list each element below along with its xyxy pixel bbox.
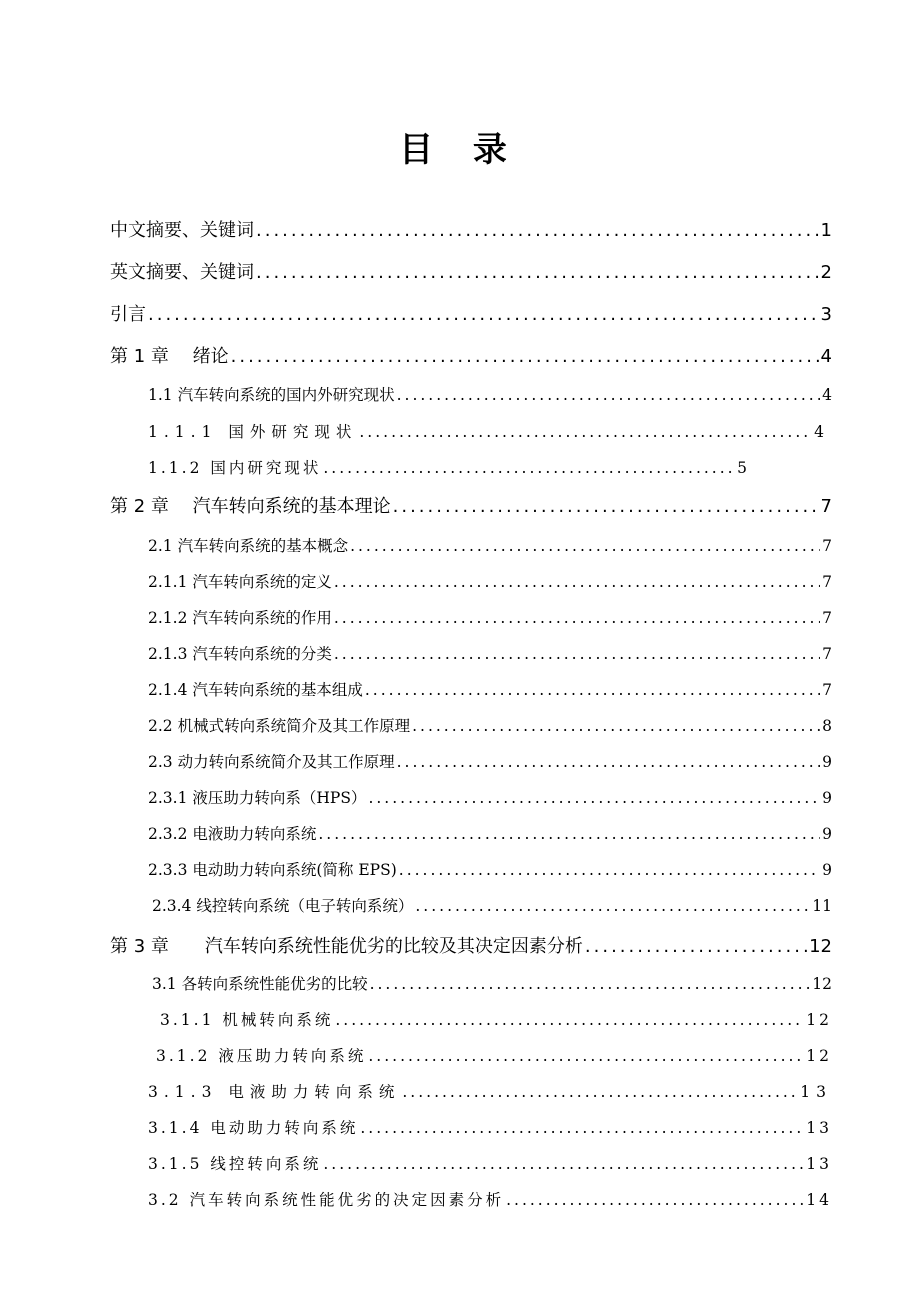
toc-entry[interactable]: [148, 1188, 832, 1210]
toc-entry[interactable]: [148, 570, 832, 592]
toc-entry[interactable]: [148, 383, 832, 405]
toc-entry[interactable]: [148, 606, 832, 628]
toc-entry-label: 英文摘要、关键词: [110, 262, 254, 283]
toc-leader: [585, 936, 807, 957]
toc-entry-page: 4: [814, 423, 830, 441]
toc-entry[interactable]: [148, 786, 832, 808]
toc-entry[interactable]: [148, 420, 830, 442]
toc-entry[interactable]: [148, 750, 832, 772]
toc-leader: [399, 861, 820, 879]
toc-entry-page: 7: [820, 496, 832, 517]
toc-entry-label: 2.3.4 线控转向系统（电子转向系统）: [152, 897, 414, 915]
toc-leader: [335, 1011, 804, 1029]
page-title: 目 录: [399, 130, 521, 170]
toc-entry-label: 2.2 机械式转向系统简介及其工作原理: [148, 717, 411, 735]
toc-entry[interactable]: [110, 932, 832, 958]
toc-entry[interactable]: [148, 678, 832, 700]
toc-entry-page: 12: [806, 1047, 832, 1065]
toc-entry-page: 4: [820, 346, 832, 367]
toc-entry-label: 第 1 章 绪论: [110, 346, 229, 367]
toc-entry-label: 3.1.2 液压助力转向系统: [156, 1047, 367, 1065]
toc-entry-page: 14: [806, 1191, 832, 1209]
toc-entry[interactable]: [148, 822, 832, 844]
toc-leader: [412, 717, 820, 735]
toc-entry-label: 引言: [110, 304, 146, 325]
toc-entry-page: 9: [822, 753, 832, 771]
toc-leader: [397, 753, 821, 771]
toc-leader: [359, 423, 812, 441]
toc-entry[interactable]: [110, 300, 832, 326]
toc-entry-label: 3.1.3 电液助力转向系统: [148, 1083, 401, 1101]
toc-entry-page: 8: [822, 717, 832, 735]
toc-entry[interactable]: [152, 972, 832, 994]
toc-leader: [256, 220, 819, 241]
toc-entry-page: 12: [806, 1011, 832, 1029]
toc-entry[interactable]: [110, 216, 832, 242]
toc-entry[interactable]: [148, 642, 832, 664]
toc-entry-page: 7: [822, 573, 832, 591]
toc-entry[interactable]: [110, 342, 832, 368]
toc-entry-label: 3.2 汽车转向系统性能优劣的决定因素分析: [148, 1191, 505, 1209]
toc-leader: [393, 496, 819, 517]
toc-entry[interactable]: [148, 714, 832, 736]
toc-entry-label: 1.1.2 国内研究现状: [148, 459, 322, 477]
toc-entry-page: 13: [800, 1083, 832, 1101]
toc-entry-page: 13: [806, 1119, 832, 1137]
toc-entry-page: 7: [822, 681, 832, 699]
toc-leader: [148, 304, 819, 325]
toc-entry-label: 中文摘要、关键词: [110, 220, 254, 241]
toc-entry-page: 1: [820, 220, 832, 241]
toc-entry[interactable]: [148, 534, 832, 556]
toc-entry-page: 9: [822, 825, 832, 843]
toc-leader: [256, 262, 819, 283]
toc-leader: [365, 681, 820, 699]
toc-leader: [506, 1191, 804, 1209]
toc-entry-label: 3.1 各转向系统性能优劣的比较: [152, 975, 368, 993]
toc-leader: [334, 645, 820, 663]
toc-leader: [334, 573, 820, 591]
toc-leader: [415, 897, 810, 915]
toc-leader: [231, 346, 819, 367]
toc-entry[interactable]: [110, 258, 832, 284]
toc-entry-label: 第 3 章 汽车转向系统性能优劣的比较及其决定因素分析: [110, 936, 583, 957]
toc-leader: [334, 609, 820, 627]
toc-entry-label: 1.1 汽车转向系统的国内外研究现状: [148, 386, 395, 404]
toc-leader: [402, 1083, 798, 1101]
toc-entry-page: 13: [806, 1155, 832, 1173]
toc-entry-page: 7: [822, 609, 832, 627]
toc-entry-label: 3.1.4 电动助力转向系统: [148, 1119, 359, 1137]
toc-entry-label: 2.1.3 汽车转向系统的分类: [148, 645, 332, 663]
toc-entry[interactable]: [152, 894, 832, 916]
toc-entry-page: 7: [822, 537, 832, 555]
toc-entry-label: 2.3 动力转向系统简介及其工作原理: [148, 753, 395, 771]
toc-entry-page: 2: [820, 262, 832, 283]
toc-leader: [350, 537, 820, 555]
toc-entry-page: 12: [812, 975, 832, 993]
toc-leader: [318, 825, 820, 843]
toc-entry[interactable]: [160, 1008, 832, 1030]
toc-leader: [368, 789, 820, 807]
toc-leader: [323, 459, 735, 477]
toc-leader: [368, 1047, 804, 1065]
toc-leader: [370, 975, 811, 993]
toc-entry[interactable]: [148, 858, 832, 880]
toc-entry-label: 2.1.2 汽车转向系统的作用: [148, 609, 332, 627]
toc-entry-label: 2.3.3 电动助力转向系统(简称 EPS): [148, 861, 397, 879]
toc-leader: [360, 1119, 804, 1137]
toc-entry-page: 12: [809, 936, 832, 957]
toc-entry-label: 2.1 汽车转向系统的基本概念: [148, 537, 349, 555]
toc-entry[interactable]: [156, 1044, 832, 1066]
toc-entry[interactable]: [110, 492, 832, 518]
toc-entry-label: 1.1.1 国外研究现状: [148, 423, 358, 441]
toc-entry-page: 9: [822, 861, 832, 879]
toc-entry-page: 7: [822, 645, 832, 663]
toc-entry-page: 11: [812, 897, 832, 915]
toc-entry[interactable]: [148, 1152, 832, 1174]
toc-entry-label: 2.1.1 汽车转向系统的定义: [148, 573, 332, 591]
toc-entry-label: 2.3.1 液压助力转向系（HPS）: [148, 789, 367, 807]
toc-entry[interactable]: [148, 456, 750, 478]
toc-entry-label: 第 2 章 汽车转向系统的基本理论: [110, 496, 391, 517]
toc-entry[interactable]: [148, 1080, 832, 1102]
toc-entry-label: 2.1.4 汽车转向系统的基本组成: [148, 681, 363, 699]
toc-entry-label: 3.1.5 线控转向系统: [148, 1155, 322, 1173]
toc-entry[interactable]: [148, 1116, 832, 1138]
toc-entry-page: 5: [737, 459, 750, 477]
toc-entry-label: 2.3.2 电液助力转向系统: [148, 825, 317, 843]
toc-entry-page: 3: [820, 304, 832, 325]
toc-leader: [397, 386, 821, 404]
toc-entry-page: 9: [822, 789, 832, 807]
toc-entry-page: 4: [822, 386, 832, 404]
toc-leader: [323, 1155, 804, 1173]
toc-entry-label: 3.1.1 机械转向系统: [160, 1011, 334, 1029]
